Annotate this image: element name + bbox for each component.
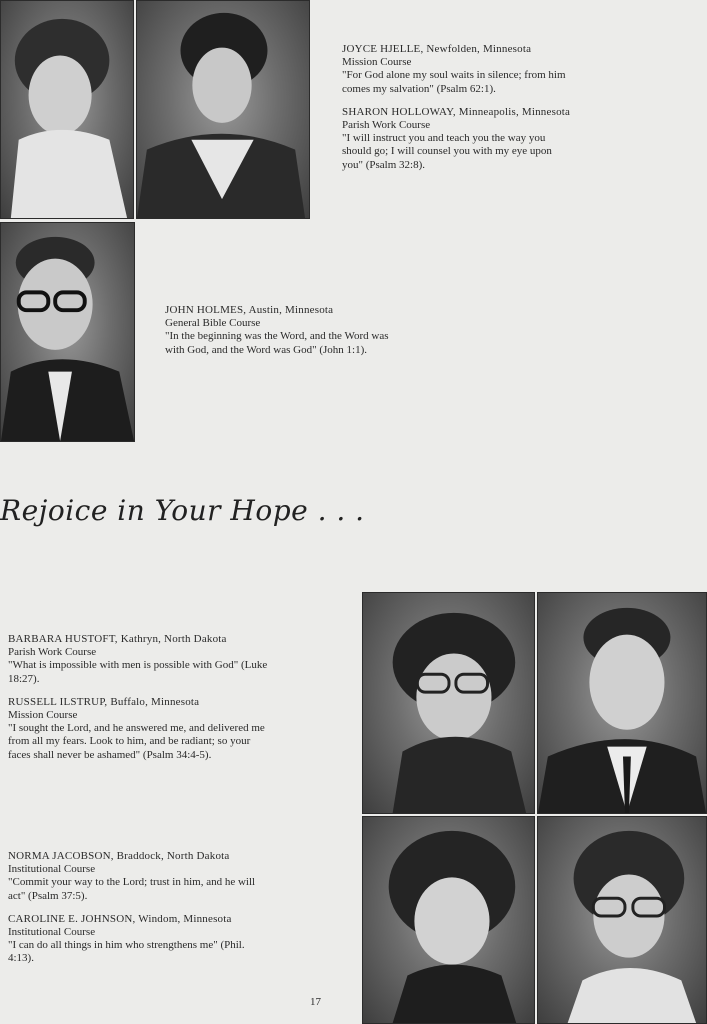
scripture-quote-line: "What is impossible with men is possible with God" (Luke [8, 659, 268, 672]
scripture-quote-line: "I can do all things in him who strengthens me" (Phil. [8, 939, 245, 952]
section-heading: Rejoice in Your Hope . . . [0, 494, 365, 527]
scripture-quote-line: from all my fears. Look to him, and be radiant; so your [8, 735, 251, 748]
course-name: General Bible Course [165, 317, 261, 330]
scripture-quote-line: "I sought the Lord, and he answered me, and delivered me [8, 722, 265, 735]
student-name: NORMA JACOBSON, Braddock, North Dakota [8, 850, 230, 862]
scripture-quote-line: faces shall never be ashamed" (Psalm 34:4-5). [8, 748, 212, 761]
scripture-quote-line: "I will instruct you and teach you the way you [342, 132, 546, 145]
scripture-quote-line: 18:27). [8, 672, 40, 685]
scripture-quote-line: "For God alone my soul waits in silence; from him [342, 69, 566, 82]
student-name: CAROLINE E. JOHNSON, Windom, Minnesota [8, 912, 232, 925]
course-name: Institutional Course [8, 926, 96, 939]
course-name: Parish Work Course [342, 119, 431, 132]
student-name: JOHN HOLMES, Austin, Minnesota [165, 304, 334, 316]
course-name: Parish Work Course [8, 646, 97, 659]
portrait-photo-sharon-holloway [136, 0, 310, 219]
student-name: SHARON HOLLOWAY, Minneapolis, Minnesota [342, 105, 571, 118]
course-name: Institutional Course [8, 863, 96, 876]
course-name: Mission Course [8, 709, 78, 722]
bio-block-middle [165, 304, 389, 357]
course-name: Mission Course [342, 56, 412, 69]
scripture-quote-line: with God, and the Word was God" (John 1:1). [165, 343, 367, 356]
bio-block-bottom-1 [8, 633, 267, 762]
scripture-quote-line: you" (Psalm 32:8). [342, 158, 426, 171]
portrait-photo-caroline-johnson [537, 816, 707, 1024]
scripture-quote-line: comes my salvation" (Psalm 62:1). [342, 82, 496, 95]
page-number: 17 [310, 996, 321, 1008]
portrait-photo-joyce-hjelle [0, 0, 134, 219]
scripture-quote-line: act" (Psalm 37:5). [8, 889, 88, 902]
student-name: BARBARA HUSTOFT, Kathryn, North Dakota [8, 633, 227, 645]
portrait-photo-barbara-hustoft [362, 592, 535, 814]
scripture-quote-line: should go; I will counsel you with my eye upon [342, 145, 552, 158]
scripture-quote-line: "Commit your way to the Lord; trust in him, and he will [8, 876, 256, 889]
scripture-quote-line: "In the beginning was the Word, and the Word was [165, 330, 389, 343]
portrait-photo-russell-ilstrup [537, 592, 707, 814]
student-name: JOYCE HJELLE, Newfolden, Minnesota [342, 43, 532, 55]
scripture-quote-line: 4:13). [8, 952, 34, 965]
portrait-photo-john-holmes [0, 222, 135, 442]
bio-block-bottom-2 [8, 850, 255, 966]
bio-block-top [342, 43, 570, 172]
student-name: RUSSELL ILSTRUP, Buffalo, Minnesota [8, 695, 200, 708]
portrait-photo-norma-jacobson [362, 816, 535, 1024]
